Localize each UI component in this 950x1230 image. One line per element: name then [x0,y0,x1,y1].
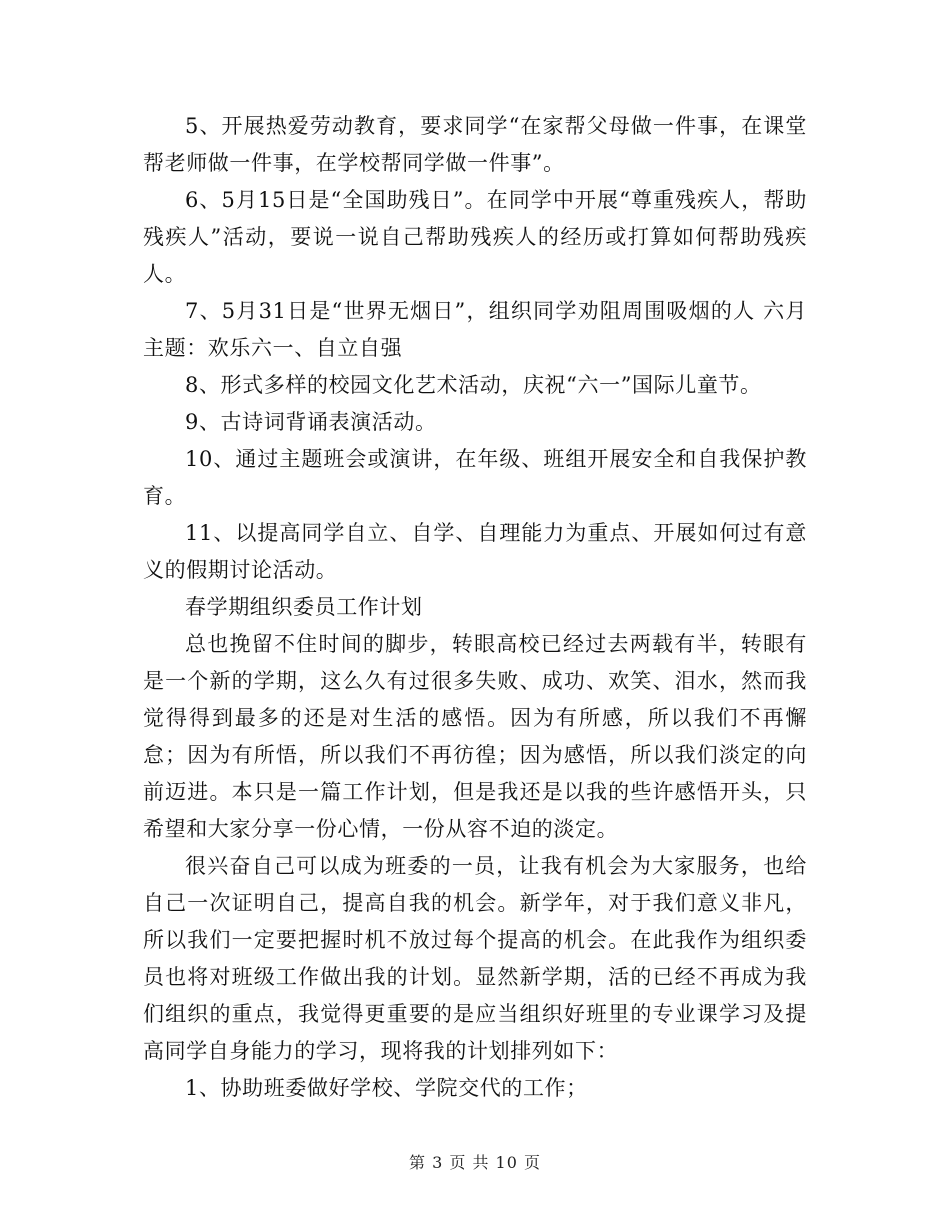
paragraph-item-7: 7、5月31日是“世界无烟日”，组织同学劝阻周围吸烟的人 六月主题：欢乐六一、自立自强 [143,299,807,360]
paragraph-item-6: 6、5月15日是“全国助残日”。在同学中开展“尊重残疾人，帮助残疾人”活动，要说一说自己帮助残疾人的经历或打算如何帮助残疾人。 [143,188,807,286]
document-body [143,108,807,1107]
paragraph-item-8: 8、形式多样的校园文化艺术活动，庆祝“六一”国际儿童节。 [185,373,762,397]
paragraph-item-10: 10、通过主题班会或演讲，在年级、班组开展安全和自我保护教育。 [143,447,807,508]
paragraph-item-11: 11、以提高同学自立、自学、自理能力为重点、开展如何过有意义的假期讨论活动。 [143,521,807,582]
page-number-footer: 第 3 页 共 10 页 [409,1153,541,1172]
intro-paragraph: 总也挽留不住时间的脚步，转眼高校已经过去两载有半，转眼有是一个新的学期，这么久有过很多失败、成功、欢笑、泪水，然而我觉得得到最多的还是对生活的感悟。因为有所感，所以我们不再懈怠；因为有所悟，所以我们不再彷徨；因为感悟，所以我们淡定的向前迈进。本只是一篇工作计划，但是我还是以我的些许感悟开头，只希望和大家分享一份心情，一份从容不迫的淡定。 [143,632,807,841]
plan-paragraph: 很兴奋自己可以成为班委的一员，让我有机会为大家服务，也给自己一次证明自己，提高自我的机会。新学年，对于我们意义非凡，所以我们一定要把握时机不放过每个提高的机会。在此我作为组织委员也将对班级工作做出我的计划。显然新学期，活的已经不再成为我们组织的重点，我觉得更重要的是应当组织好班里的专业课学习及提高同学自身能力的学习，现将我的计划排列如下： [143,854,807,1063]
plan-item-1: 1、协助班委做好学校、学院交代的工作； [185,1076,588,1100]
section-heading: 春学期组织委员工作计划 [185,595,423,619]
paragraph-item-9: 9、古诗词背诵表演活动。 [185,410,437,434]
paragraph-item-5: 5、开展热爱劳动教育，要求同学“在家帮父母做一件事，在课堂帮老师做一件事，在学校帮同学做一件事”。 [143,114,807,175]
